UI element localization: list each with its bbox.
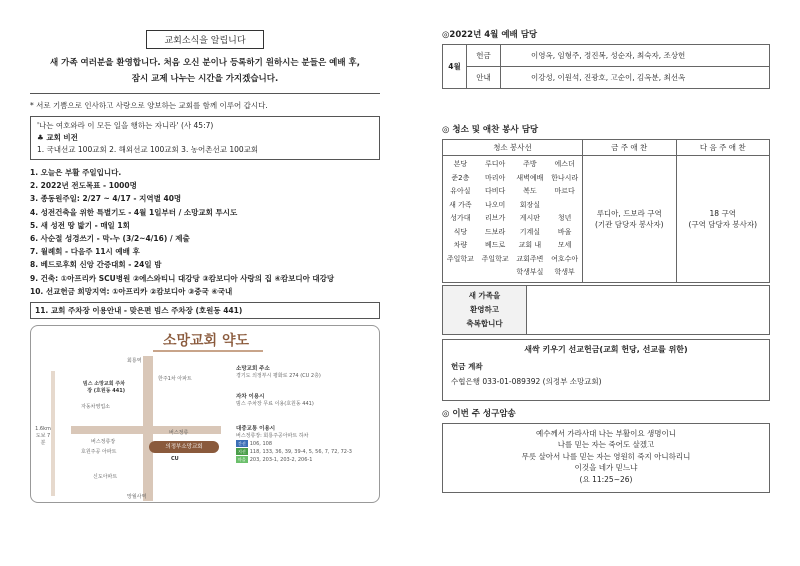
- verse-line: 무릇 살아서 나를 믿는 자는 영원히 죽지 아니하리니: [521, 451, 691, 461]
- cleaning-table: [442, 139, 770, 283]
- names-cell: 이강성, 이원석, 진광호, 고순이, 김옥분, 최선옥: [501, 67, 770, 89]
- cleaning-grid-item: 루디아: [484, 160, 506, 168]
- cleaning-grid-item: 마리아: [484, 173, 506, 182]
- cleaning-grid-item: 리브가: [484, 214, 506, 222]
- note: * 서로 기쁨으로 인사하고 사랑으로 양보하는 교회를 함께 이루어 갑시다.: [30, 101, 268, 110]
- mission-sub: 헌금 계좌: [451, 361, 483, 371]
- church-map: [30, 325, 380, 503]
- names-cell: 이영옥, 임형주, 정진복, 성순자, 최숙자, 조상헌: [501, 45, 770, 67]
- cleaning-grid-item: 복도: [523, 187, 537, 195]
- cross-road: [71, 426, 221, 434]
- label-apt: 한주1차 아파트: [158, 376, 192, 383]
- cleaning-grid-item: 새 가족: [449, 200, 472, 209]
- mission-account: 수협은행 033-01-089392 (의정부 소망교회): [451, 376, 602, 386]
- left-column: [30, 30, 380, 503]
- cleaning-grid-item: 준2층: [451, 173, 470, 182]
- list-item: 8. 베드로후회 신앙 간증대회 - 24일 밤: [30, 260, 162, 270]
- vision-title: ♣ 교회 비전: [37, 133, 78, 142]
- cleaning-grid-item: 여호수아: [551, 254, 579, 263]
- list-item: 2. 2022년 전도목표 - 1000명: [30, 181, 137, 191]
- cleaning-grid-item: 바울: [557, 227, 572, 236]
- this-week-line-2: (기관 담당자 봉사자): [594, 219, 664, 229]
- cleaning-grid-item: 베드로: [484, 241, 506, 249]
- welcome-line-2: 잠시 교제 나누는 시간을 가지겠습니다.: [131, 74, 279, 84]
- cleaning-grid-item: 청년: [557, 214, 572, 222]
- vision-items: 1. 국내선교 100교회 2. 해외선교 100교회 3. 농어촌선교 100교회: [37, 145, 259, 154]
- cleaning-grid-item: 주일학교: [481, 254, 509, 263]
- list-item: 9. 건축: ①아프리카 SCU병원 ②에스와티니 대강당 ③캄보디아 사랑의 집 ④캄보디아 대강당: [30, 273, 335, 283]
- cleaning-grid-item: 새벽예배: [516, 173, 544, 182]
- cleaning-grid-item: [443, 266, 478, 280]
- list-item: 10. 선교헌금 희망지역: ①아프리카 ②캄보디아 ③중국 ④국내: [30, 286, 233, 296]
- table-header-row: [443, 140, 770, 156]
- quote: '나는 여호와라 이 모든 일을 행하는 자니라' (사 45:7): [37, 121, 214, 130]
- map-info-transit: 대중교통 이용시 버스정류장: 회룡주공아파트 하차 간선 106, 108 지선 118, 133, 36, 39, 39-4, 5, 56, 7, 72, 72-3 마을 203, 203-1, 203-2, 206-1: [236, 426, 352, 464]
- cleaning-grid-item: 에스더: [554, 160, 575, 168]
- cleaning-grid-item: 드보라: [484, 227, 506, 236]
- this-week-cell: [583, 156, 677, 283]
- label-apt2: 호원주공 아파트: [81, 449, 117, 456]
- welcome-new-box: [442, 285, 770, 335]
- label-parking: 빔스 소망교회 주차장 (호원동 441): [82, 381, 125, 395]
- table-row: [443, 67, 770, 89]
- list-item: 6. 사순절 성경쓰기 - 막-누 (3/2~4/16) / 제출: [30, 234, 190, 244]
- next-week-line-1: 18 구역: [709, 208, 736, 218]
- cleaning-grid-item: 차량: [453, 241, 468, 249]
- table-row: [443, 156, 770, 283]
- rail-line: [51, 371, 55, 496]
- label-cu: CU: [171, 456, 179, 463]
- cleaning-title: ◎ 청소 및 애찬 봉사 담당: [442, 125, 539, 135]
- label-busstop: 버스정류: [169, 430, 189, 437]
- label-hoewon: 회룡역: [127, 358, 142, 365]
- label-dealer: 자동차영업소: [81, 404, 110, 411]
- parking-info: 11. 교회 주차장 이용안내 - 맞은편 빔스 주차장 (호원동 441): [30, 302, 380, 319]
- mission-title: 새싹 키우기 선교헌금(교회 헌당, 선교를 위한): [524, 344, 688, 354]
- cleaning-grid-item: 학생부: [554, 268, 575, 276]
- list-item: 7. 월례회 - 다음주 11시 예배 후: [30, 247, 140, 257]
- verse-title: ◎ 이번 주 성구암송: [442, 408, 516, 419]
- label-sinheung: 신도아파트: [93, 474, 118, 481]
- label-bus: 버스정류장: [91, 439, 116, 446]
- list-item: 3. 종동원주일: 2/27 ~ 4/17 - 지역별 40명: [30, 194, 182, 204]
- cleaning-grid-item: 다비다: [484, 187, 506, 195]
- header-next-week: 다 음 주 애 찬: [676, 140, 770, 156]
- cleaning-grid-item: 게시판: [519, 214, 541, 222]
- cleaning-grid-item: 나오미: [484, 200, 506, 209]
- vision-box: [30, 116, 380, 160]
- verse-line: 나를 믿는 자는 죽어도 살겠고: [557, 440, 655, 450]
- cleaning-grid-item: 식당: [453, 227, 468, 236]
- list-item: 4. 성전건축을 위한 특별기도 - 4월 1일부터 / 소망교회 투시도: [30, 207, 238, 217]
- welcome-line-1: 새 가족 여러분을 환영합니다. 처음 오신 분이나 등록하기 원하시는 분들은 예배 후,: [50, 58, 360, 68]
- verse-line: (요 11:25~26): [579, 474, 633, 484]
- church-marker: 의정부소망교회: [149, 441, 219, 453]
- next-week-line-2: (구역 담당자 봉사자): [688, 219, 758, 229]
- map-title-underline: [153, 350, 263, 352]
- cleaning-grid-item: 회장실: [519, 200, 541, 209]
- header-this-week: 금 주 애 찬: [583, 140, 677, 156]
- cleaning-grid-cell: [443, 156, 583, 283]
- welcome-new-label: 새 가족을 환영하고 축복합니다: [443, 286, 527, 334]
- announcement-list: [30, 166, 380, 298]
- divider: [30, 93, 380, 94]
- map-info-car: 자차 이용시 빔스 주차장 무료 이용(호원동 441): [236, 394, 314, 408]
- cleaning-grid-item: [478, 266, 513, 280]
- map-title: 소망교회 약도: [163, 333, 250, 350]
- cleaning-grid-item: 주방: [523, 160, 537, 168]
- cleaning-grid-item: 주일학교: [446, 254, 474, 263]
- map-info-address: 소망교회 주소 경기도 의정부시 평화로 274 (CU 2층): [236, 366, 321, 380]
- table-row: [443, 45, 770, 67]
- notice-title: 교회소식을 알립니다: [146, 30, 264, 49]
- cleaning-grid: [443, 156, 582, 282]
- cleaning-grid-item: 기계실: [519, 227, 541, 236]
- cleaning-grid-item: 모세: [557, 241, 572, 249]
- cleaning-grid-item: 마르다: [554, 187, 575, 195]
- list-item: 1. 오늘은 부활 주일입니다.: [30, 168, 122, 177]
- cleaning-grid-item: [547, 199, 582, 213]
- cleaning-grid-item: 한나시라: [551, 173, 579, 182]
- list-item: 5. 새 성전 땅 밟기 - 매일 1회: [30, 220, 130, 230]
- cleaning-grid-item: 본당: [453, 160, 468, 168]
- cleaning-grid-item: 교회 내: [518, 241, 542, 249]
- label-distance: 1.6km 도보 7분: [35, 426, 51, 447]
- welcome-message: [30, 55, 380, 87]
- worship-month: 4월: [443, 45, 467, 89]
- role-cell: 안내: [467, 67, 501, 89]
- mission-offering-box: [442, 339, 770, 401]
- right-column: [442, 28, 770, 493]
- verse-box: [442, 423, 770, 493]
- verse-line: 예수께서 가라사대 나는 부활이요 생명이니: [536, 428, 676, 438]
- label-station-bottom: 망월사역: [127, 494, 147, 501]
- cleaning-grid-item: 성가대: [450, 214, 471, 222]
- verse-line: 이것을 네가 믿느냐: [574, 463, 638, 473]
- cleaning-grid-item: 교회주변: [516, 254, 544, 263]
- cleaning-grid-item: 유아실: [450, 187, 471, 195]
- worship-table: [442, 44, 770, 89]
- cleaning-grid-item: 학생부실: [516, 268, 544, 276]
- role-cell: 헌금: [467, 45, 501, 67]
- next-week-cell: [676, 156, 770, 283]
- worship-title: ◎2022년 4월 예배 담당: [442, 30, 538, 40]
- this-week-line-1: 루디아, 드보라 구역: [596, 208, 662, 218]
- header-cleaning: 청소 봉사선: [443, 140, 583, 156]
